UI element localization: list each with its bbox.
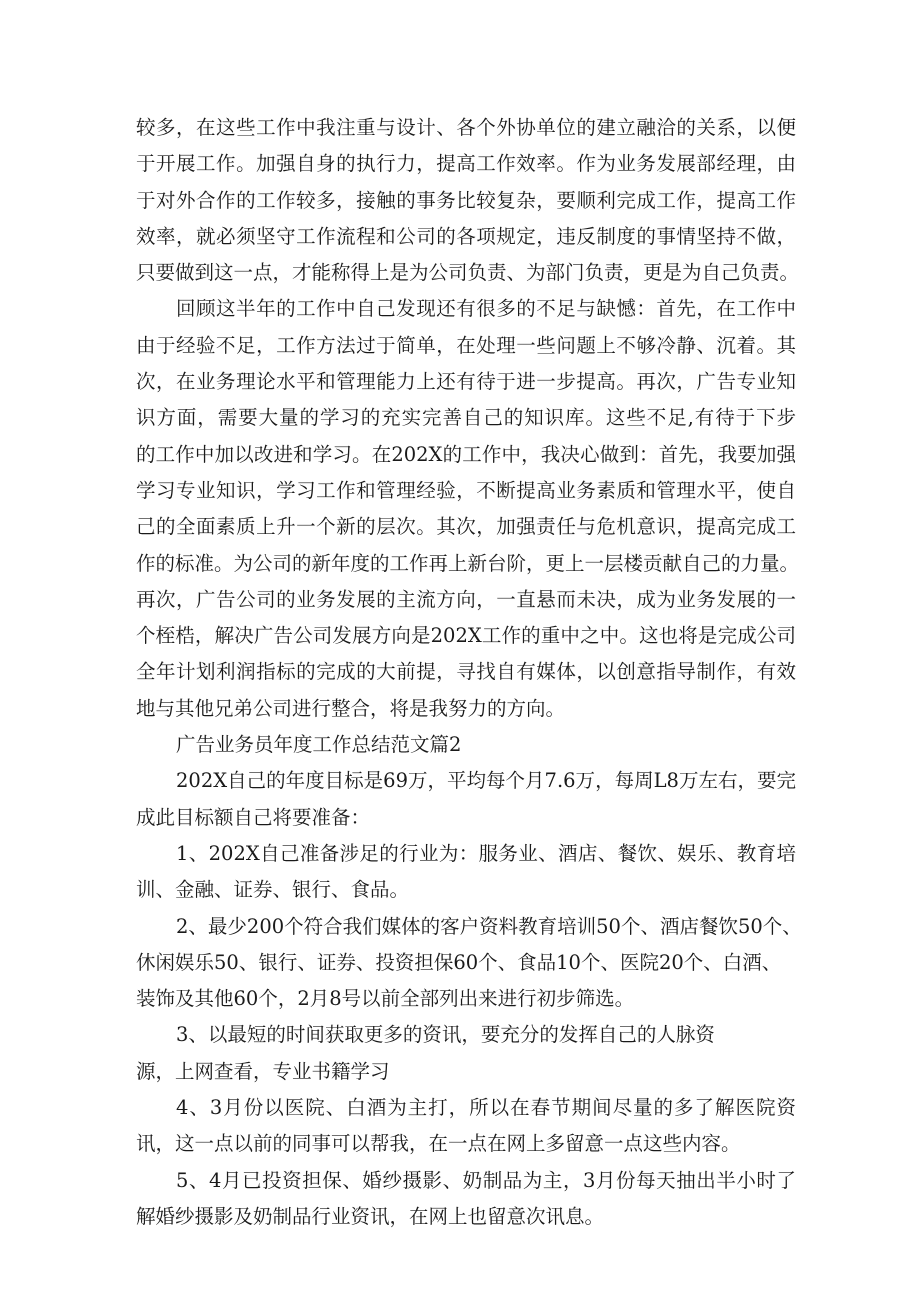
text-line: 解婚纱摄影及奶制品行业资讯，在网上也留意次讯息。	[136, 1204, 605, 1228]
text-line: 次，在业务理论水平和管理能力上还有待于进一步提高。再次，广告专业知	[136, 370, 796, 394]
text-line: 学习专业知识，学习工作和管理经验，不断提高业务素质和管理水平，使自	[136, 478, 796, 502]
text-line: 3、以最短的时间获取更多的资讯，要充分的发挥自己的人脉资	[176, 1023, 715, 1047]
text-line: 训、金融、证券、银行、食品。	[136, 878, 410, 902]
document-body	[136, 110, 802, 1235]
text-line: 讯，这一点以前的同事可以帮我，在一点在网上多留意一点这些内容。	[136, 1132, 741, 1156]
text-line: 全年计划利润指标的完成的大前提，寻找自有媒体，以创意指导制作，有效	[136, 660, 796, 684]
list-item-1	[136, 836, 796, 909]
text-line: 个桎梏，解决广告公司发展方向是202X工作的重中之中。这也将是完成公司	[136, 624, 796, 648]
text-line: 再次，广告公司的业务发展的主流方向，一直悬而未决，成为业务发展的一	[136, 587, 796, 611]
text-line: 识方面，需要大量的学习的充实完善自己的知识库。这些不足,有待于下步	[136, 406, 796, 430]
paragraph-1	[136, 110, 800, 291]
text-line: 于开展工作。加强自身的执行力，提高工作效率。作为业务发展部经理，由	[136, 152, 796, 176]
text-line: 由于经验不足，工作方法过于简单，在处理一些问题上不够冷静、沉着。其	[136, 333, 796, 357]
text-line: 休闲娱乐50、银行、证券、投资担保60个、食品10个、医院20个、白酒、	[136, 950, 782, 974]
text-line: 的工作中加以改进和学习。在202X的工作中，我决心做到：首先，我要加强	[136, 442, 796, 466]
text-line: 于对外合作的工作较多，接触的事务比较复杂，要顺利完成工作，提高工作	[136, 188, 796, 212]
text-line: 效率，就必须坚守工作流程和公司的各项规定，违反制度的事情坚持不做，	[136, 224, 796, 248]
text-line: 成此目标额自己将要准备：	[136, 805, 371, 829]
list-item-3	[136, 1017, 796, 1090]
text-line: 2、最少200个符合我们媒体的客户资料教育培训50个、酒店餐饮50个、	[176, 914, 802, 938]
section-heading: 广告业务员年度工作总结范文篇2	[176, 733, 462, 757]
text-line: 己的全面素质上升一个新的层次。其次，加强责任与危机意识，提高完成工	[136, 515, 796, 539]
text-line: 装饰及其他60个，2月8号以前全部列出来进行初步筛选。	[136, 987, 635, 1011]
text-line: 回顾这半年的工作中自己发现还有很多的不足与缺憾：首先，在工作中	[176, 297, 796, 321]
paragraph-2	[136, 291, 800, 727]
text-line: 1、202X自己准备涉足的行业为：服务业、酒店、餐饮、娱乐、教育培	[176, 841, 796, 865]
list-item-4	[136, 1090, 796, 1163]
list-item-2	[136, 909, 802, 1018]
text-line: 较多，在这些工作中我注重与设计、各个外协单位的建立融洽的关系，以便	[136, 116, 796, 139]
text-line: 202X自己的年度目标是69万，平均每个月7.6万，每周L8万左右，要完	[176, 769, 796, 793]
text-line: 作的标准。为公司的新年度的工作再上新台阶，更上一层楼贡献自己的力量。	[136, 551, 800, 575]
list-item-5	[136, 1163, 796, 1236]
paragraph-3	[136, 763, 796, 836]
text-line: 5、4月已投资担保、婚纱摄影、奶制品为主，3月份每天抽出半小时了	[176, 1168, 796, 1192]
text-line: 源，上网查看，专业书籍学习	[136, 1059, 390, 1083]
text-line: 只要做到这一点，才能称得上是为公司负责、为部门负责，更是为自己负责。	[136, 261, 800, 285]
text-line: 4、3月份以医院、白酒为主打，所以在春节期间尽量的多了解医院资	[176, 1096, 796, 1120]
text-line: 地与其他兄弟公司进行整合，将是我努力的方向。	[136, 696, 566, 720]
